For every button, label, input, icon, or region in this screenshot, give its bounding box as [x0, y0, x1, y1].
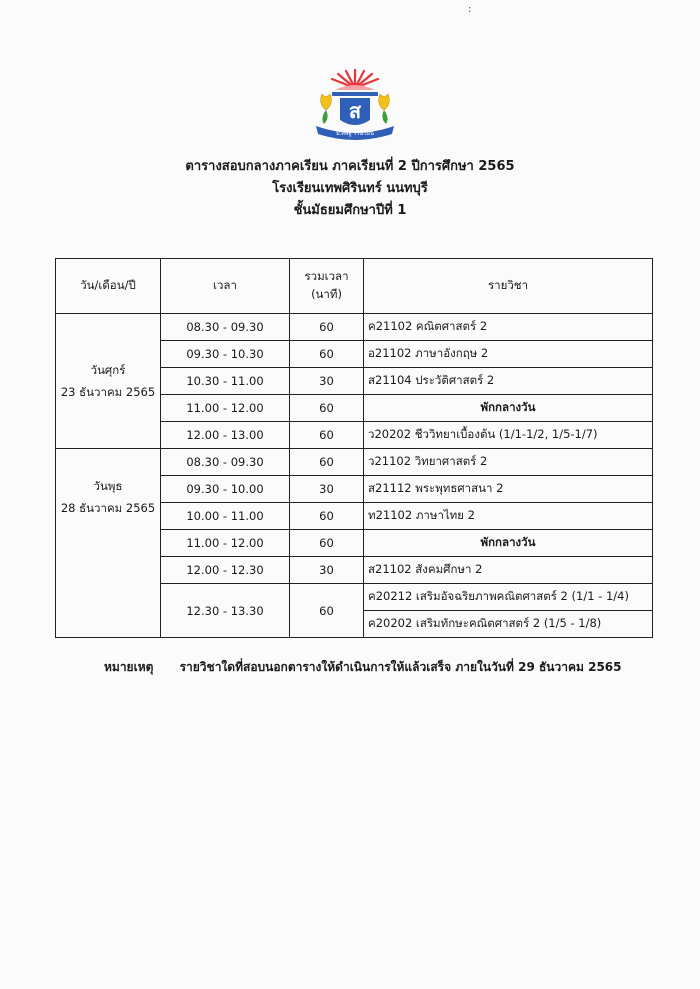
duration-cell: 30 [290, 476, 364, 503]
subject-cell: ว21102 วิทยาศาสตร์ 2 [364, 449, 653, 476]
duration-cell: 60 [290, 530, 364, 557]
day2-weekday: วันพุธ [93, 479, 123, 493]
exam-schedule-table [55, 258, 653, 638]
table-row [56, 449, 653, 476]
time-cell: 12.00 - 12.30 [161, 557, 290, 584]
subject-cell: ส21104 ประวัติศาสตร์ 2 [364, 368, 653, 395]
exam-title: ตารางสอบกลางภาคเรียน ภาคเรียนที่ 2 ปีการศึกษา 2565 [185, 159, 515, 174]
duration-cell: 60 [290, 584, 364, 638]
time-cell: 08.30 - 09.30 [161, 449, 290, 476]
grade-level: ชั้นมัธยมศึกษาปีที่ 1 [293, 203, 407, 218]
time-cell: 11.00 - 12.00 [161, 530, 290, 557]
document-header [0, 156, 700, 222]
duration-cell: 60 [290, 449, 364, 476]
time-cell: 09.30 - 10.00 [161, 476, 290, 503]
header-duration-line1: รวมเวลา [304, 269, 349, 283]
svg-text:ม.ศิษฐ์ โรงเรียน: ม.ศิษฐ์ โรงเรียน [336, 131, 374, 137]
school-name: โรงเรียนเทพศิรินทร์ นนทบุรี [272, 181, 428, 196]
subject-cell: ค21102 คณิตศาสตร์ 2 [364, 314, 653, 341]
duration-cell: 60 [290, 341, 364, 368]
day2-date-cell [56, 449, 161, 638]
header-subject: รายวิชา [364, 259, 653, 314]
subject-cell: ค20212 เสริมอัจฉริยภาพคณิตศาสตร์ 2 (1/1 - 1/4) [364, 584, 653, 611]
footnote [104, 658, 622, 677]
duration-cell: 30 [290, 557, 364, 584]
corner-mark: : [468, 4, 472, 15]
duration-cell: 60 [290, 314, 364, 341]
footnote-text: รายวิชาใดที่สอบนอกตารางให้ดำเนินการให้แล้วเสร็จ ภายในวันที่ 29 ธันวาคม 2565 [179, 660, 622, 674]
table-row [56, 314, 653, 341]
table-header-row [56, 259, 653, 314]
school-logo [308, 66, 402, 144]
header-duration [290, 259, 364, 314]
footnote-label: หมายเหตุ [104, 660, 154, 674]
subject-cell: ส21102 สังคมศึกษา 2 [364, 557, 653, 584]
time-cell: 09.30 - 10.30 [161, 341, 290, 368]
svg-text:ส: ส [348, 99, 362, 123]
time-cell: 10.00 - 11.00 [161, 503, 290, 530]
duration-cell: 60 [290, 395, 364, 422]
time-cell: 12.00 - 13.00 [161, 422, 290, 449]
subject-cell: ท21102 ภาษาไทย 2 [364, 503, 653, 530]
day1-weekday: วันศุกร์ [90, 363, 126, 377]
subject-cell: ว20202 ชีววิทยาเบื้องต้น (1/1-1/2, 1/5-1/7) [364, 422, 653, 449]
subject-cell: ค20202 เสริมทักษะคณิตศาสตร์ 2 (1/5 - 1/8) [364, 611, 653, 638]
day1-date-cell [56, 314, 161, 449]
time-cell: 12.30 - 13.30 [161, 584, 290, 638]
header-duration-line2: (นาที) [311, 287, 342, 301]
time-cell: 08.30 - 09.30 [161, 314, 290, 341]
duration-cell: 60 [290, 422, 364, 449]
header-time: เวลา [161, 259, 290, 314]
time-cell: 11.00 - 12.00 [161, 395, 290, 422]
subject-cell: ส21112 พระพุทธศาสนา 2 [364, 476, 653, 503]
time-cell: 10.30 - 11.00 [161, 368, 290, 395]
day2-date: 28 ธันวาคม 2565 [60, 501, 156, 515]
duration-cell: 30 [290, 368, 364, 395]
lunch-break-cell: พักกลางวัน [364, 395, 653, 422]
lunch-break-cell: พักกลางวัน [364, 530, 653, 557]
duration-cell: 60 [290, 503, 364, 530]
day1-date: 23 ธันวาคม 2565 [60, 385, 156, 399]
subject-cell: อ21102 ภาษาอังกฤษ 2 [364, 341, 653, 368]
header-date: วัน/เดือน/ปี [56, 259, 161, 314]
